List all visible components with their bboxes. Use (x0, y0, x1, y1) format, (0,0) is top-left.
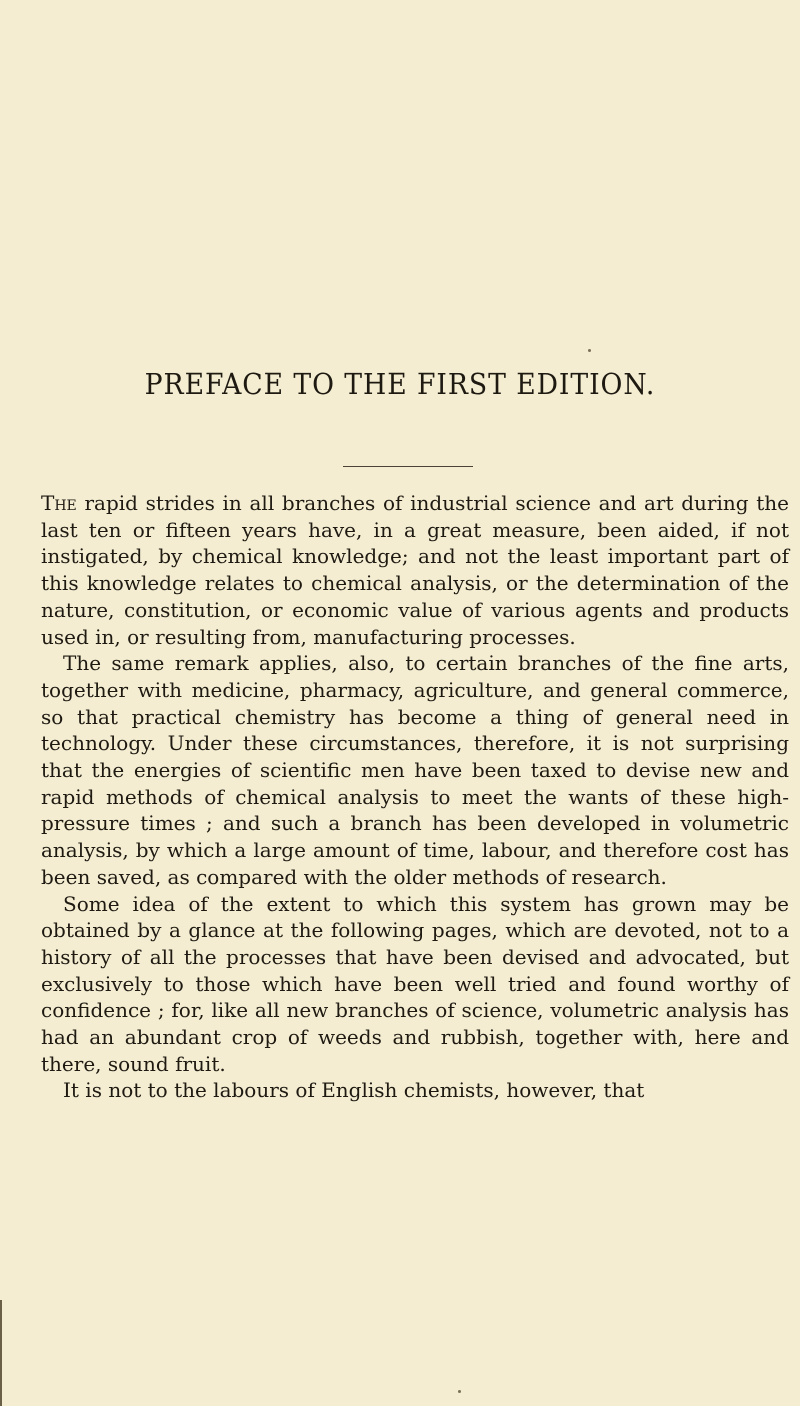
paragraph-1-text: rapid strides in all branches of industrial science and art during the last ten or fifteen years have, in a great measure, been aided, if not instigated, by chemical knowledge; and not the least important part of this knowledge relates to chemical analysis, or the determination of the nature, constitution, or economic value of various agents and products used in, or resulting from, manufacturing processes. (41, 491, 789, 649)
page-title: PREFACE TO THE FIRST EDITION. (144, 367, 656, 401)
paper-speck (588, 349, 591, 352)
paragraph-1-lead-word: The (41, 491, 77, 515)
paragraph-2: The same remark applies, also, to certain branches of the fine arts, together with medicine, pharmacy, agriculture, and general commerce, so that practical chemistry has become a thing of general need in technology. Under these circumstances, therefore, it is not surprising that the energies of scientific men have been taxed to devise new and rapid methods of chemical analysis to meet the wants of these high-pressure times ; and such a branch has been developed in volumetric analysis, by which a large amount of time, labour, and therefore cost has been saved, as compared with the older methods of research. (41, 651, 789, 889)
page-edge-shadow (0, 1300, 2, 1406)
paragraph-1 (41, 490, 789, 650)
title-divider (343, 466, 473, 467)
paragraph-3: Some idea of the extent to which this system has grown may be obtained by a glance at the following pages, which are devoted, not to a history of all the processes that have been devised and advocated, but exclusively to those which have been well tried and found worthy of confidence ; for, like all new branches of science, volumetric analysis has had an abundant crop of weeds and rubbish, together with, here and there, sound fruit. (41, 891, 789, 1076)
paragraph-4: It is not to the labours of English chemists, however, that (63, 1078, 645, 1103)
preface-body (41, 490, 789, 1104)
paper-speck (458, 1390, 461, 1393)
